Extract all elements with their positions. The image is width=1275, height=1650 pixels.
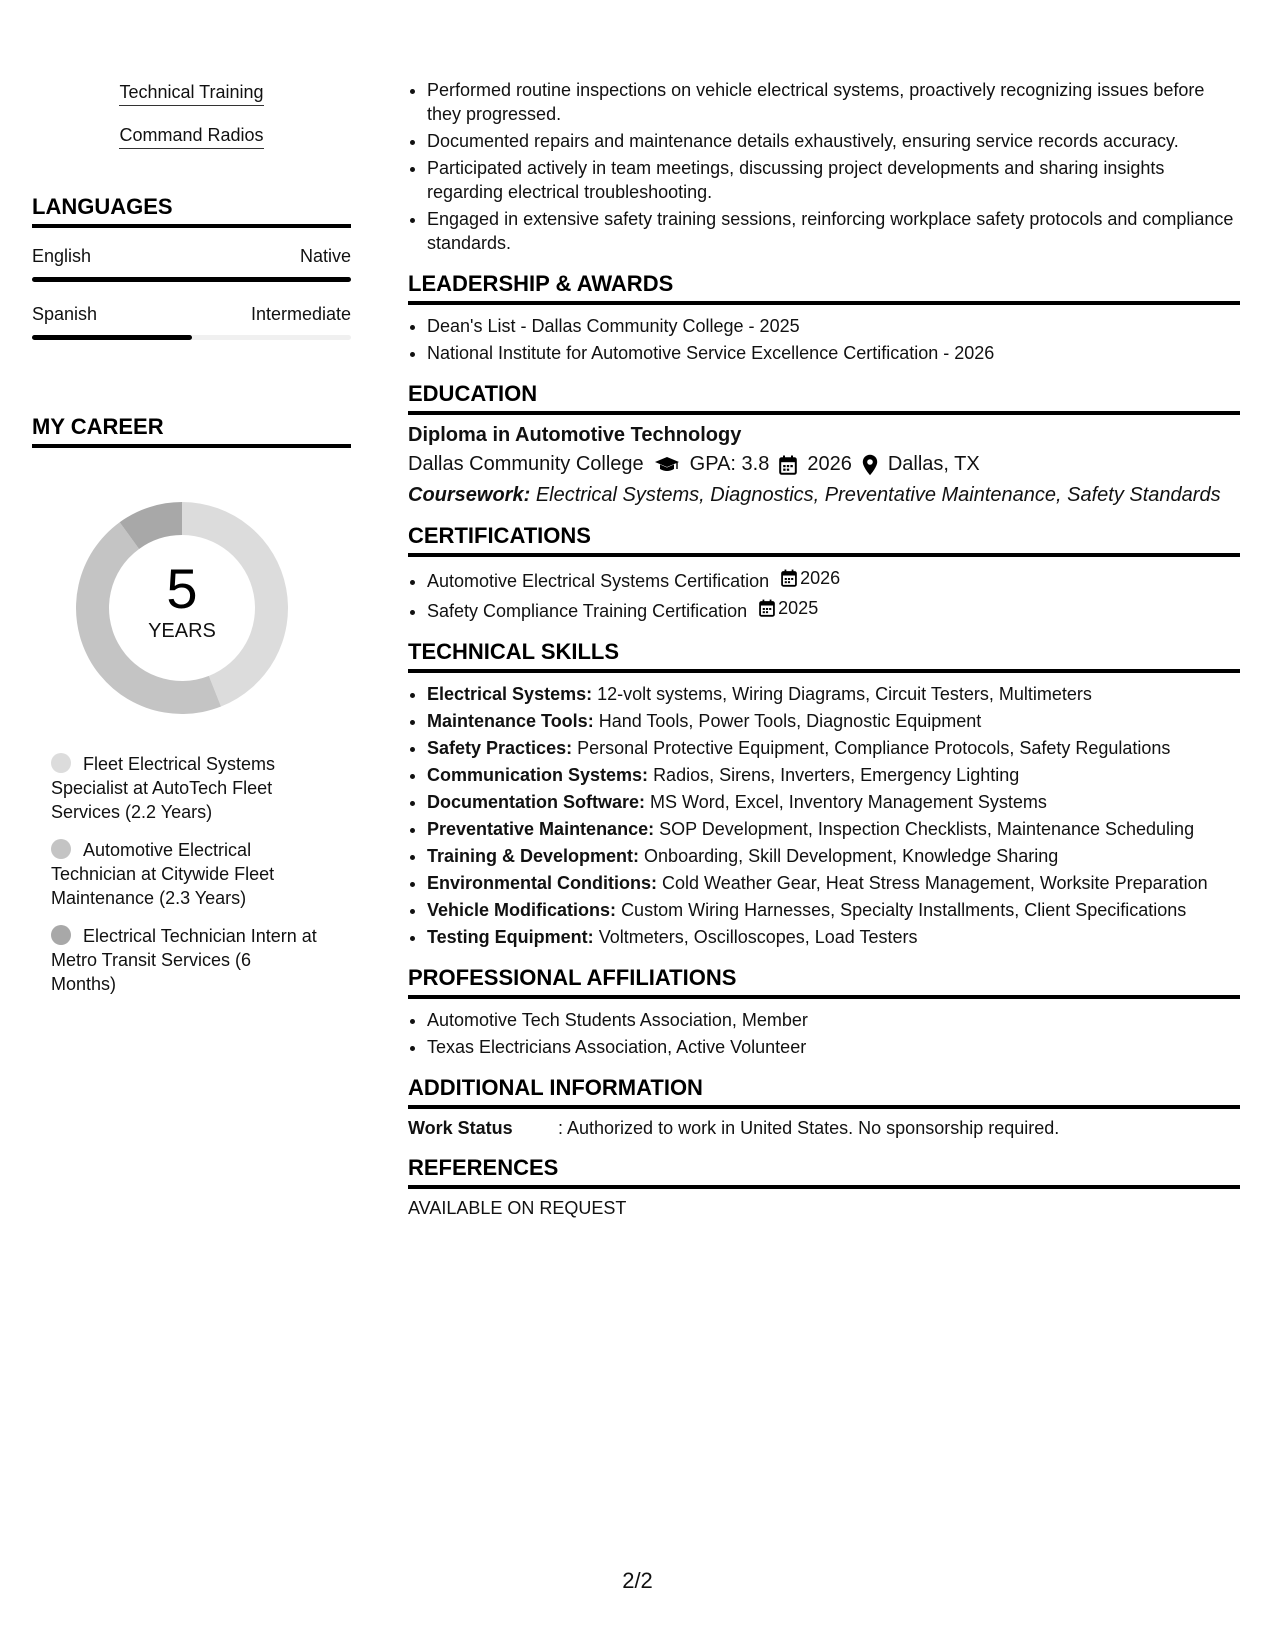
career-legend-label: Automotive Electrical Technician at Citywide Fleet Maintenance (2.3 Years) [51, 840, 275, 908]
coursework-value: Electrical Systems, Diagnostics, Preventative Maintenance, Safety Standards [535, 484, 1221, 506]
career-total [62, 557, 302, 643]
language-item [32, 304, 351, 340]
skill-label: Testing Equipment: [427, 927, 594, 947]
skill-value: Personal Protective Equipment, Compliance Protocols, Safety Regulations [577, 738, 1171, 758]
skill-item [427, 682, 1240, 706]
affiliations-heading: PROFESSIONAL AFFILIATIONS [408, 965, 1240, 999]
education-school: Dallas Community College [408, 453, 644, 475]
leadership-heading: LEADERSHIP & AWARDS [408, 271, 1240, 305]
certification-name: Automotive Electrical Systems Certification [427, 571, 770, 591]
education-entry [408, 424, 1240, 507]
map-pin-icon [862, 454, 878, 476]
affiliation-item: • Texas Electricians Association, Active Volunteer [427, 1035, 1240, 1059]
languages-section [32, 194, 351, 340]
language-level-fill [32, 335, 192, 340]
certification-year: 2026 [800, 568, 841, 588]
work-status-value: : Authorized to work in United States. No sponsorship required. [558, 1118, 1060, 1138]
education-heading: EDUCATION [408, 381, 1240, 415]
training-item: Technical Training [119, 82, 263, 106]
skill-label: Training & Development: [427, 846, 640, 866]
career-legend-item [51, 838, 321, 910]
skill-item [427, 736, 1240, 760]
skill-value: Cold Weather Gear, Heat Stress Management, Worksite Preparation [662, 873, 1208, 893]
languages-heading: LANGUAGES [32, 194, 351, 228]
education-details [408, 453, 1240, 476]
skill-value: Hand Tools, Power Tools, Diagnostic Equipment [598, 711, 982, 731]
graduation-cap-icon [654, 456, 680, 474]
references-heading: REFERENCES [408, 1155, 1240, 1189]
skill-label: Maintenance Tools: [427, 711, 594, 731]
education-coursework [408, 484, 1240, 507]
experience-bullet: • Engaged in extensive safety training sessions, reinforcing workplace safety protocols and compliance standards. [427, 207, 1240, 255]
skill-value: MS Word, Excel, Inventory Management Systems [650, 792, 1047, 812]
skill-item [427, 844, 1240, 868]
skill-label: Documentation Software: [427, 792, 646, 812]
training-list [32, 82, 351, 168]
education-year: 2026 [807, 453, 852, 475]
career-legend-label: Fleet Electrical Systems Specialist at AutoTech Fleet Services (2.2 Years) [51, 754, 276, 822]
affiliation-item: • Automotive Tech Students Association, Member [427, 1008, 1240, 1032]
career-section [32, 414, 351, 996]
experience-bullet: • Participated actively in team meetings, discussing project developments and sharing insights regarding electrical troubleshooting. [427, 156, 1240, 204]
language-item [32, 246, 351, 282]
skill-item [427, 763, 1240, 787]
calendar-icon [779, 455, 797, 475]
experience-bullets [408, 78, 1240, 255]
experience-bullet: • Documented repairs and maintenance details exhaustively, ensuring service records accuracy. [427, 129, 1240, 153]
skills-heading: TECHNICAL SKILLS [408, 639, 1240, 673]
skill-value: SOP Development, Inspection Checklists, Maintenance Scheduling [659, 819, 1195, 839]
career-legend-item [51, 752, 321, 824]
language-level-fill [32, 277, 351, 282]
skill-item [427, 871, 1240, 895]
education-gpa: GPA: 3.8 [689, 453, 770, 475]
leadership-item: • National Institute for Automotive Service Excellence Certification - 2026 [427, 341, 1240, 365]
page-number: 2/2 [622, 1568, 653, 1593]
language-level-bar [32, 277, 351, 282]
work-status-label: Work Status [408, 1118, 513, 1138]
language-level: Native [299, 246, 351, 266]
certifications-heading: CERTIFICATIONS [408, 523, 1240, 557]
career-legend-item [51, 924, 321, 996]
career-total-unit: YEARS [148, 620, 216, 642]
skill-value: Voltmeters, Oscilloscopes, Load Testers [598, 927, 918, 947]
skill-item [427, 925, 1240, 949]
calendar-icon [759, 599, 775, 617]
skill-label: Environmental Conditions: [427, 873, 658, 893]
skills-list [408, 682, 1240, 949]
skill-value: Custom Wiring Harnesses, Specialty Installments, Client Specifications [621, 900, 1187, 920]
language-name: English [32, 246, 92, 266]
education-degree: Diploma in Automotive Technology [408, 424, 742, 446]
language-level-bar [32, 335, 351, 340]
experience-bullet: • Performed routine inspections on vehicle electrical systems, proactively recognizing issues before they progressed. [427, 78, 1240, 126]
leadership-item: • Dean's List - Dallas Community College - 2025 [427, 314, 1240, 338]
skill-value: Radios, Sirens, Inverters, Emergency Lighting [653, 765, 1020, 785]
skill-item [427, 709, 1240, 733]
legend-dot-icon [51, 839, 71, 859]
certification-item [427, 566, 1240, 593]
career-donut-chart [62, 488, 302, 728]
skill-label: Vehicle Modifications: [427, 900, 617, 920]
left-column [32, 82, 351, 1010]
affiliations-list [408, 1008, 1240, 1059]
skill-item [427, 898, 1240, 922]
career-heading: MY CAREER [32, 414, 351, 448]
skill-item [427, 790, 1240, 814]
language-level: Intermediate [250, 304, 351, 324]
certification-year: 2025 [778, 598, 819, 618]
skill-value: 12-volt systems, Wiring Diagrams, Circuit Testers, Multimeters [597, 684, 1092, 704]
skill-label: Electrical Systems: [427, 684, 593, 704]
training-item: Command Radios [119, 125, 263, 149]
skill-label: Communication Systems: [427, 765, 649, 785]
language-name: Spanish [32, 304, 98, 324]
career-legend [32, 752, 321, 996]
career-legend-label: Electrical Technician Intern at Metro Transit Services (6 Months) [51, 926, 317, 994]
skill-label: Preventative Maintenance: [427, 819, 655, 839]
legend-dot-icon [51, 753, 71, 773]
work-status-row [408, 1118, 1240, 1139]
career-total-number: 5 [166, 557, 198, 620]
skill-label: Safety Practices: [427, 738, 573, 758]
additional-info-heading: ADDITIONAL INFORMATION [408, 1075, 1240, 1109]
references-text: AVAILABLE ON REQUEST [408, 1198, 627, 1218]
certification-item [427, 596, 1240, 623]
education-location: Dallas, TX [887, 453, 980, 475]
legend-dot-icon [51, 925, 71, 945]
skill-item [427, 817, 1240, 841]
calendar-icon [781, 569, 797, 587]
certification-name: Safety Compliance Training Certification [427, 601, 748, 621]
leadership-list [408, 314, 1240, 365]
certifications-list [408, 566, 1240, 623]
skill-value: Onboarding, Skill Development, Knowledge Sharing [644, 846, 1059, 866]
right-column [408, 78, 1240, 1219]
coursework-label: Coursework: [408, 484, 531, 506]
